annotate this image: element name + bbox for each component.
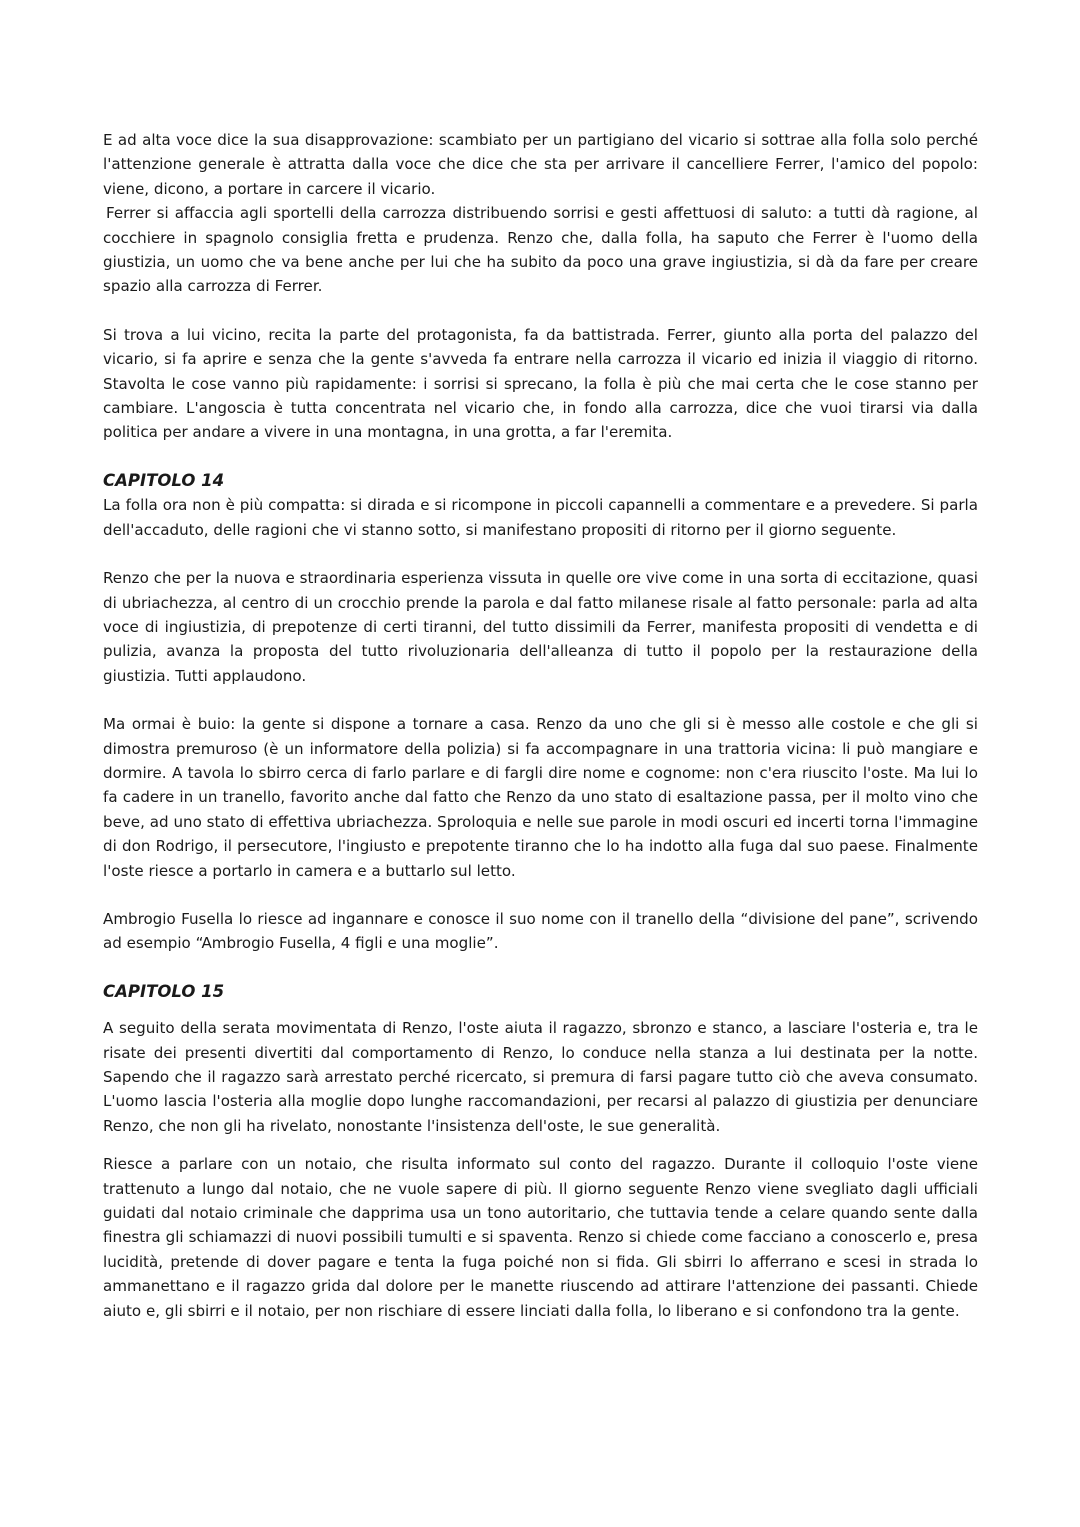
paragraph: A seguito della serata movimentata di Renzo, l'oste aiuta il ragazzo, sbronzo e stanco, a lasciare l'osteria e, tra le risate dei presenti divertiti dal comportamento di Renzo, lo conduce nella stanza a lui destinata per la notte. Sapendo che il ragazzo sarà arrestato perché ricercato, si premura di farsi pagare tutto ciò che aveva consumato. L'uomo lascia l'osteria alla moglie dopo lunghe raccomandazioni, per recarsi al palazzo di giustizia per denunciare Renzo, che non gli ha rivelato, nonostante l'insistenza dell'oste, le sue generalità. [103,1019,978,1135]
paragraph: Ambrogio Fusella lo riesce ad ingannare e conosce il suo nome con il tranello della “divisione del pane”, scrivendo ad esempio “Ambrogio Fusella, 4 figli e una moglie”. [103,909,978,953]
document-page [103,128,978,1323]
chapter-14-heading: CAPITOLO 14 [103,470,225,490]
paragraph: E ad alta voce dice la sua disapprovazione: scambiato per un partigiano del vicario si sottrae alla folla solo perché l'attenzione generale è attratta dalla voce che dice che sta per arrivare il cancelliere Ferrer, l'amico del popolo: viene, dicono, a portare in carcere il vicario. [103,131,978,198]
paragraph: Renzo che per la nuova e straordinaria esperienza vissuta in quelle ore vive come in una sorta di eccitazione, quasi di ubriachezza, al centro di un crocchio prende la parola e dal fatto milanese risale al fatto personale: parla ad alta voce di ingiustizia, di prepotenze di certi tiranni, del tutto dissimili da Ferrer, manifesta propositi di vendetta e di pulizia, avanza la proposta del tutto rivoluzionaria dell'alleanza di tutto il popolo per la restaurazione della giustizia. Tutti applaudono. [103,569,978,685]
paragraph: La folla ora non è più compatta: si dirada e si ricompone in piccoli capannelli a commentare e a prevedere. Si parla dell'accaduto, delle ragioni che vi stanno sotto, si manifestano propositi di ritorno per il giorno seguente. [103,496,978,539]
paragraph: Ferrer si affaccia agli sportelli della carrozza distribuendo sorrisi e gesti affettuosi di saluto: a tutti dà ragione, al cocchiere in spagnolo consiglia fretta e prudenza. Renzo che, dalla folla, ha saputo che Ferrer è l'uomo della giustizia, un uomo che va bene anche per lui che ha subito da poco una grave ingiustizia, si dà da fare per creare spazio alla carrozza di Ferrer. [103,204,978,296]
paragraph: Riesce a parlare con un notaio, che risulta informato sul conto del ragazzo. Durante il colloquio l'oste viene trattenuto a lungo dal notaio, che ne vuole sapere di più. Il giorno seguente Renzo viene svegliato dagli ufficiali guidati dal notaio criminale che dapprima usa un tono autoritario, che tuttavia tende a celare quando sente dalla finestra gli schiamazzi di nuovi possibili tumulti e si spaventa. Renzo si chiede come facciano a conoscerlo e, presa lucidità, pretende di dover pagare e tenta la fuga poiché non si fida. Gli sbirri lo afferrano e scesi in strada lo ammanettano e il ragazzo grida dal dolore per le manette riuscendo ad attirare l'attenzione dei passanti. Chiede aiuto e, gli sbirri e il notaio, per non rischiare di essere linciati dalla folla, lo liberano e si confondono tra la gente. [103,1155,978,1320]
paragraph: Si trova a lui vicino, recita la parte del protagonista, fa da battistrada. Ferrer, giunto alla porta del palazzo del vicario, si fa aprire e senza che la gente s'avveda fa entrare nella carrozza il vicario ed inizia il viaggio di ritorno. Stavolta le cose vanno più rapidamente: i sorrisi si sprecano, la folla è più che mai certa che le cose stanno per cambiare. L'angoscia è tutta concentrata nel vicario che, in fondo alla carrozza, dice che vuoi tirarsi via dalla politica per andare a vivere in una montagna, in una grotta, a far l'eremita. [103,325,978,442]
chapter-15-heading: CAPITOLO 15 [103,981,225,1001]
paragraph: Ma ormai è buio: la gente si dispone a tornare a casa. Renzo da uno che gli si è messo alle costole e che gli si dimostra premuroso (è un informatore della polizia) si fa accompagnare in una trattoria vicina: li può mangiare e dormire. A tavola lo sbirro cerca di farlo parlare e di fargli dire nome e cognome: non c'era riuscito l'oste. Ma lui lo fa cadere in un tranello, favorito anche dal fatto che Renzo da uno stato di esaltazione passa, per il molto vino che beve, ad uno stato di effettiva ubriachezza. Sproloquia e nelle sue parole in modi oscuri ed incerti torna l'immagine di don Rodrigo, il persecutore, l'ingiusto e prepotente tiranno che lo ha indotto alla fuga dal suo paese. Finalmente l'oste riesce a portarlo in camera e a buttarlo sul letto. [103,715,978,880]
